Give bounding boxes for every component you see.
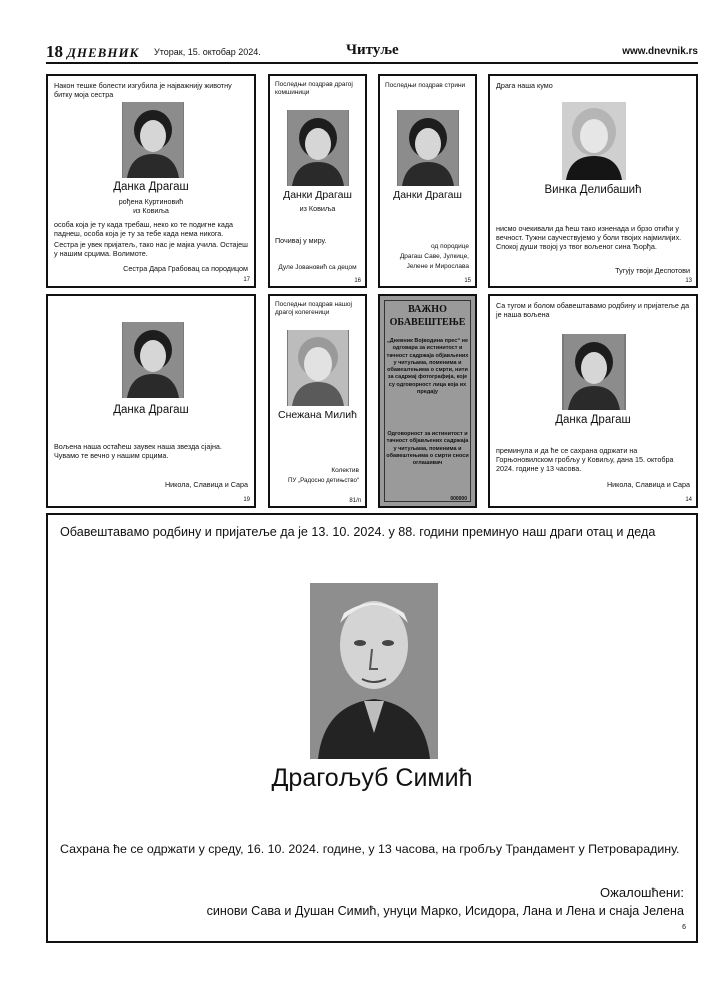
website-link[interactable]: www.dnevnik.rs: [622, 46, 698, 57]
obituary-card-81: [268, 294, 367, 508]
card-signature: Никола, Славица и Сара: [606, 480, 690, 489]
obituary-card-16: [268, 74, 367, 288]
portrait-photo: [562, 334, 626, 410]
card-signature: Јелене и Мирослава: [406, 263, 469, 270]
portrait-photo: [397, 110, 459, 186]
card-number: 13: [685, 278, 692, 284]
card-number: 16: [354, 278, 361, 284]
card-body: Вољена наша остаћеш заувек наша звезда сјајна. Чувамо те вечно у нашим срцима.: [54, 442, 222, 460]
card-number: 17: [243, 277, 250, 283]
mourners-heading: Ожалошћени:: [600, 885, 684, 900]
deceased-name: Данки Драгаш: [393, 189, 462, 201]
notice-tag: 000000: [450, 496, 467, 502]
card-intro: Последњи поздрав стрини: [385, 82, 466, 89]
deceased-name: Данка Драгаш: [113, 181, 189, 193]
notice-text: Одговорност за истинитост и тачност објављених садржаја у читуљама, поменима и обавештењима о смрти сноси оглашивач: [386, 431, 469, 467]
hometown: из Ковиља: [133, 206, 169, 215]
funeral-details: Сахрана ће се одржати у среду, 16. 10. 2024. године, у 13 часова, на гробљу Трандамент у Петроварадину.: [60, 842, 680, 856]
card-body: нисмо очекивали да ћеш тако изненада и брзо отићи у вечност. Тужни саучествујемо у боли твојих најмилијих. Спокој души твојој уз твог вољеног сина Ђорђа.: [496, 224, 682, 251]
obituary-card-15: [378, 74, 477, 288]
portrait-photo: [287, 110, 349, 186]
deceased-name: Данки Драгаш: [283, 189, 352, 201]
card-number: 15: [464, 278, 471, 284]
portrait-photo: [122, 322, 184, 398]
card-number: 14: [685, 497, 692, 503]
card-signature: Драгаш Саве, Јулкице,: [399, 253, 469, 260]
deceased-name: Драгољуб Симић: [271, 764, 473, 792]
portrait-photo: [287, 330, 349, 406]
deceased-name: Винка Делибашић: [544, 184, 642, 196]
card-number: 6: [682, 924, 686, 931]
portrait-photo: [562, 102, 626, 180]
newspaper-logo: ДНЕВНИК: [67, 45, 140, 60]
card-body: особа која је ту када требаш, неко ко те подигне када паднеш, особа која је ту за тебе када нема никога.: [54, 220, 234, 238]
maiden-name: рођена Куртиновић: [118, 197, 184, 206]
page-header: [46, 40, 698, 64]
portrait-photo: [310, 583, 438, 759]
card-signature: Колектив: [331, 467, 359, 474]
card-signature: Дуле Јовановић са децом: [278, 264, 357, 271]
card-body: Почивај у миру.: [275, 236, 327, 245]
deceased-name: Снежана Милић: [278, 409, 357, 421]
card-intro: Драга наша кумо: [496, 81, 553, 90]
card-number: 81/п: [349, 498, 361, 504]
card-intro: Последњи поздрав драгој комшиници: [275, 81, 353, 96]
card-signature: Тугују твоји Деспотови: [615, 266, 690, 275]
card-signature: Сестра Дара Грабовац са породицом: [123, 264, 248, 273]
card-signature: од породице: [431, 243, 469, 250]
important-notice: [378, 294, 477, 508]
card-intro: Са тугом и болом обавештавамо родбину и пријатеље да је наша вољена: [496, 301, 690, 319]
portrait-photo: [122, 102, 184, 178]
obituary-card-19: [46, 294, 256, 508]
card-signature: Никола, Славица и Сара: [164, 480, 248, 489]
mourners-list: синови Сава и Душан Симић, унуци Марко, Исидора, Лана и Лена и снаја Јелена: [206, 904, 684, 918]
deceased-name: Данка Драгаш: [113, 404, 189, 416]
card-body: Сестра је увек пријатељ, тако нас је мајка учила. Остајеш у нашим срцима. Волимоте.: [54, 240, 248, 258]
card-intro: Последњи поздрав нашој драгој колегеници: [275, 301, 352, 316]
deceased-name: Данка Драгаш: [555, 414, 631, 426]
notice-title: ОБАВЕШТЕЊЕ: [389, 317, 466, 328]
card-signature: ПУ „Радосно детињство“: [287, 477, 359, 484]
hometown: из Ковиља: [299, 204, 336, 213]
obituary-card-14: [488, 294, 698, 508]
notice-title: ВАЖНО: [408, 304, 447, 315]
section-title: Читуље: [346, 42, 399, 58]
notice-frame: [384, 300, 471, 502]
card-number: 19: [243, 497, 250, 503]
page-number: 18: [46, 42, 63, 61]
large-obituary: [46, 513, 698, 943]
obituary-card-17: [46, 74, 256, 288]
issue-date: Уторак, 15. октобар 2024.: [154, 47, 261, 57]
card-body: преминула и да ће се сахрана одржати на Горњоновилском гробљу у Ковиљу, дана 15. октобра 2024. године у 13 часова.: [496, 446, 674, 473]
obituary-intro: Обавештавамо родбину и пријатеље да је 13. 10. 2024. у 88. години преминуо наш драги отац и деда: [60, 525, 656, 539]
notice-text: „Дневник Војводина прес“ не одговара за истинитост и тачност садржаја објављених у читуљама, поменима и обавештењима о смрти, нити за садржај фотографија, које су одговорност лица која их предају: [386, 338, 469, 396]
obituary-card-13: [488, 74, 698, 288]
card-intro: Након тешке болести изгубила је најважнију животну битку моја сестра: [54, 81, 232, 99]
